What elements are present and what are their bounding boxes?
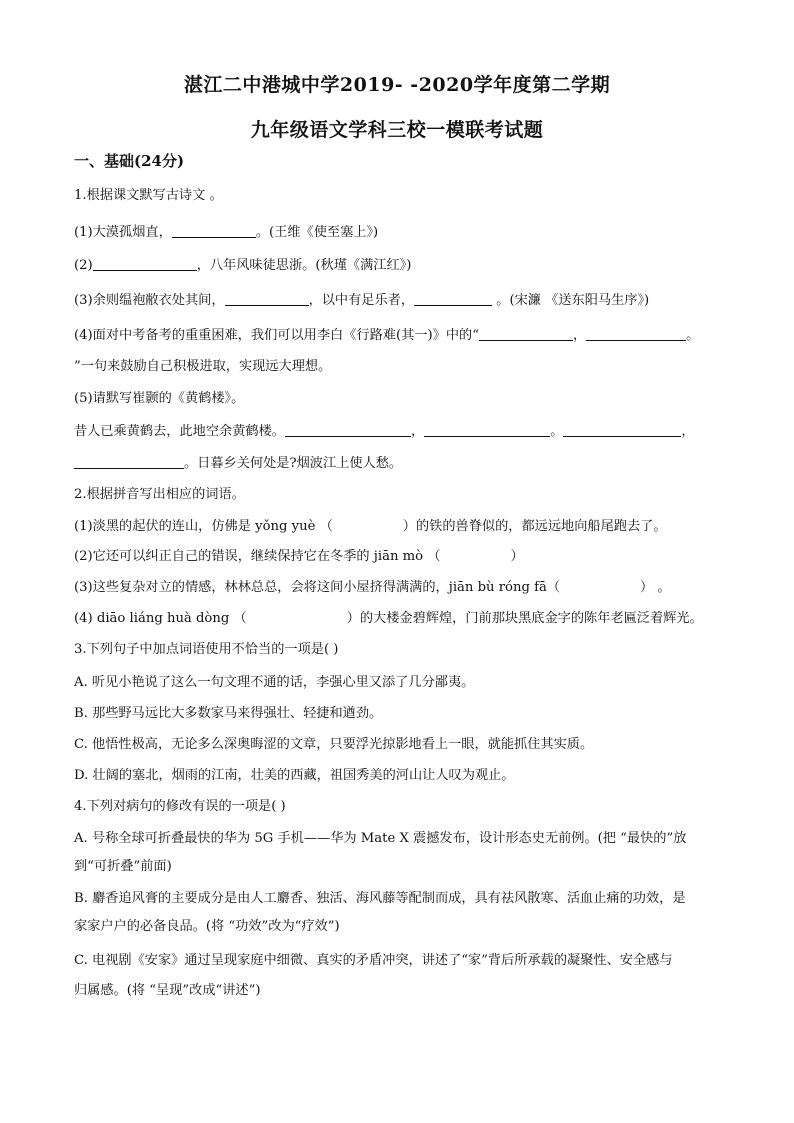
q1-item3-text-a: (3)余则缊袍敝衣处其间， (74, 293, 225, 308)
answer-blank[interactable] (563, 422, 681, 437)
q2-item2-text-b: ） (510, 549, 524, 564)
q2-item3-text-a: (3)这些复杂对立的情感，林林总总，会将这间小屋挤得满满的，jiān bù róng fā（ (74, 580, 561, 595)
q1-item3-text-c: 。(宋濂 《送东阳马生序》) (492, 293, 650, 308)
q1-stem: 1.根据课文默写古诗文 。 (74, 188, 223, 203)
answer-blank[interactable] (479, 326, 573, 341)
q1-item5-text-c: ， (411, 424, 425, 439)
q4-option-a-cont: 到“可折叠”前面) (74, 859, 172, 874)
q1-item4-text-b: ， (572, 328, 587, 343)
q2-stem: 2.根据拼音写出相应的词语。 (74, 487, 245, 502)
q1-item5: (5)请默写崔颢的《黄鹤楼》。 (74, 391, 245, 406)
q1-item4-text-a: (4)面对中考备考的重重困难，我们可以用李白《行路难(其一)》中的“ (74, 328, 479, 343)
q3-stem: 3.下列句子中加点词语使用不恰当的一项是( ) (74, 642, 339, 657)
q2-item1-text-a: (1)淡黑的起伏的连山，仿佛是 yǒng yuè （ (74, 519, 333, 534)
q2-item4-text-a: (4) diāo liáng huà dòng （ (74, 611, 247, 626)
answer-blank[interactable] (586, 326, 686, 341)
q4-option-b-cont: 家家户户的必备良品。(将 “功效”改为“疗效”) (74, 919, 340, 934)
q1-item1 (74, 223, 724, 242)
q2-item4 (74, 610, 724, 628)
answer-blank[interactable] (285, 422, 411, 437)
answer-blank[interactable] (93, 256, 197, 271)
q1-item5-poem-cont (74, 454, 724, 473)
q2-item4-text-b: ）的大楼金碧辉煌，门前那块黑底金字的陈年老匾泛着辉光。 (346, 611, 703, 626)
q1-item4-text-c: 。 (686, 328, 700, 343)
q1-item5-text-f: 。日暮乡关何处是?烟波江上使人愁。 (184, 456, 403, 471)
answer-blank[interactable] (414, 291, 492, 306)
q1-item4 (74, 326, 724, 345)
q1-item5-text-d: 。 (550, 424, 564, 439)
q4-option-a: A. 号称全球可折叠最快的华为 5G 手机——华为 Mate X 震撼发布，设计形态史无前例。(把 “最快的”放 (74, 831, 687, 846)
q1-item1-text-a: (1)大漠孤烟直， (74, 225, 172, 240)
q4-option-b: B. 麝香追风膏的主要成分是由人工麝香、独活、海风藤等配制而成，具有祛风散寒、活血止痛的功效，是 (74, 891, 686, 906)
q1-item3-text-b: ，以中有足乐者， (308, 293, 415, 308)
answer-blank[interactable] (172, 223, 256, 238)
q4-option-c: C. 电视剧《安家》通过呈现家庭中细微、真实的矛盾冲突，讲述了“家”背后所承载的凝聚性、安全感与 (74, 953, 673, 968)
q2-item3 (74, 579, 724, 597)
q2-item1-text-b: ）的铁的兽脊似的，都远远地向船尾跑去了。 (402, 519, 667, 534)
q3-option-a: A. 听见小艳说了这么一句文理不通的话，李强心里又添了几分鄙夷。 (74, 675, 475, 690)
q1-item2-text-a: (2) (74, 258, 93, 273)
q2-item1 (74, 518, 724, 536)
q3-option-d: D. 壮阔的塞北，烟雨的江南，壮美的西藏，祖国秀美的河山让人叹为观止。 (74, 768, 515, 783)
q1-item4-cont: ”一句来鼓励自己积极进取，实现远大理想。 (74, 359, 332, 374)
q1-item1-text-b: 。(王维《使至塞上》) (255, 225, 379, 240)
answer-blank[interactable] (424, 422, 550, 437)
q1-item5-poem (74, 422, 724, 441)
answer-blank[interactable] (225, 291, 309, 306)
q1-item5-text-e: ， (681, 424, 695, 439)
q4-stem: 4.下列对病句的修改有误的一项是( ) (74, 799, 286, 814)
q1-item2-text-b: ，八年风味徒思浙。(秋瑾《满江红》) (196, 258, 412, 273)
q2-item3-text-b: ） 。 (640, 580, 671, 595)
q1-item3 (74, 291, 724, 310)
q1-item5-text-b: 昔人已乘黄鹤去，此地空余黄鹤楼。 (74, 424, 285, 439)
q2-item2 (74, 548, 724, 566)
section-heading-basics: 一、基础(24分) (74, 152, 185, 170)
q2-item2-text-a: (2)它还可以纠正自己的错误，继续保持它在冬季的 jiān mò （ (74, 549, 441, 564)
q4-option-c-cont: 归属感。(将 “呈现”改成“讲述”) (74, 983, 261, 998)
answer-blank[interactable] (74, 454, 184, 469)
q1-item2 (74, 256, 724, 275)
q3-option-b: B. 那些野马远比大多数家马来得强壮、轻捷和遒劲。 (74, 706, 383, 721)
exam-title-line1: 湛江二中港城中学2019- -2020学年度第二学期 (183, 74, 611, 96)
exam-title-line2: 九年级语文学科三校一模联考试题 (250, 119, 544, 141)
q3-option-c: C. 他悟性极高，无论多么深奥晦涩的文章，只要浮光掠影地看上一眼，就能抓住其实质。 (74, 737, 594, 752)
